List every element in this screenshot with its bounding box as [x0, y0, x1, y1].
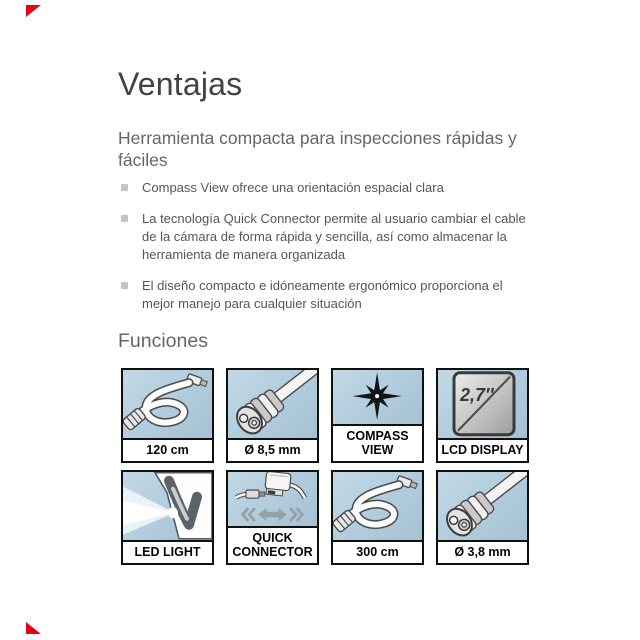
tile-label-line: VIEW — [361, 442, 394, 457]
tile-label-line: Ø 8,5 mm — [244, 442, 301, 457]
subtitle-line: fáciles — [118, 150, 168, 170]
feature-tile-label — [438, 542, 527, 564]
feature-tile-label — [123, 440, 212, 462]
feature-tile-label — [333, 426, 422, 461]
list-item — [118, 277, 578, 313]
page-title: Ventajas — [118, 66, 243, 102]
list-item-line: Compass View ofrece una orientación espacial clara — [142, 180, 444, 195]
list-item-line: de la cámara de forma rápida y sencilla, así como almacenar la — [142, 229, 507, 244]
feature-tile-compass-view — [331, 368, 424, 463]
list-item — [118, 179, 578, 197]
list-item-line: El diseño compacto e idóneamente ergonómico proporciona el — [142, 278, 503, 293]
cable-coil-icon — [123, 370, 212, 440]
tile-label-line: LCD DISPLAY — [441, 442, 524, 457]
camera-probe-icon — [228, 370, 317, 440]
subtitle-line: Herramienta compacta para inspecciones rápidas y — [118, 128, 517, 148]
tile-label-line: CONNECTOR — [232, 544, 313, 559]
feature-tile-label — [228, 440, 317, 462]
tile-label-line: Ø 3,8 mm — [454, 544, 511, 559]
feature-tile-diameter-85 — [226, 368, 319, 463]
feature-tile-led-light — [121, 470, 214, 565]
lcd-screen-icon — [438, 370, 527, 440]
feature-tile-quick-connector — [226, 470, 319, 565]
feature-tile-label — [123, 542, 212, 564]
cable-coil-icon — [333, 472, 422, 542]
lcd-size-text: 2,7″ — [460, 384, 494, 405]
red-corner-mark-top — [26, 5, 41, 17]
tile-label-line: QUICK — [252, 531, 293, 545]
feature-tile-diameter-38 — [436, 470, 529, 565]
led-beam-icon — [123, 472, 212, 542]
feature-tile-label — [333, 542, 422, 564]
feature-tile-cable-300 — [331, 470, 424, 565]
red-corner-mark-bottom — [26, 622, 41, 634]
list-item-line: La tecnología Quick Connector permite al usuario cambiar el cable — [142, 211, 526, 226]
section-subtitle — [118, 127, 517, 171]
list-item-line: mejor manejo para cualquier situación — [142, 296, 362, 311]
tile-label-line: 300 cm — [356, 544, 399, 559]
tile-label-line: COMPASS — [346, 429, 409, 443]
advantages-list — [118, 179, 578, 326]
list-item — [118, 210, 578, 264]
quick-connector-icon — [228, 472, 317, 528]
feature-tile-lcd-display — [436, 368, 529, 463]
list-item-line: herramienta de manera organizada — [142, 247, 346, 262]
tile-label-line: 120 cm — [146, 442, 189, 457]
feature-tiles-grid — [121, 368, 529, 565]
camera-probe-icon — [438, 472, 527, 542]
functions-heading: Funciones — [118, 330, 208, 352]
tile-label-line: LED LIGHT — [134, 544, 201, 559]
feature-tile-label — [438, 440, 527, 462]
feature-tile-cable-120 — [121, 368, 214, 463]
compass-star-icon — [333, 370, 422, 426]
feature-tile-label — [228, 528, 317, 563]
